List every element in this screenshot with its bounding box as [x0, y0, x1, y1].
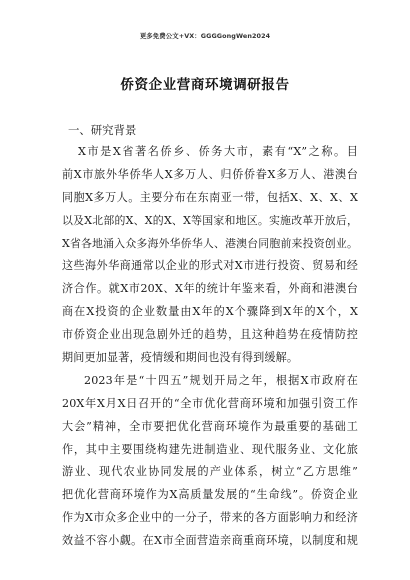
- section-heading: 一、研究背景: [68, 123, 137, 137]
- document-title: 侨资企业营商环境调研报告: [120, 77, 290, 93]
- body-line: 期间更加显著，疫情缓和期间也没有得到缓解。: [62, 351, 299, 365]
- body-line: 效益不容小觑。在X市全面营造亲商重商环境，以制度和规: [62, 534, 358, 548]
- body-line: 这些海外华商通常以企业的形式对X市进行投资、贸易和经: [62, 259, 358, 273]
- body-line: 市侨资企业出现急剧外迁的趋势，且这种趋势在疫情防控: [62, 328, 358, 342]
- body-line: 把优化营商环境作为X高质量发展的“生命线”。侨资企业: [62, 488, 358, 502]
- body-line: 20X年X月X日召开的“全市优化营商环境和加强引资工作: [62, 396, 358, 410]
- body-text: [62, 141, 358, 553]
- body-line: 商在X投资的企业数量由X年的X个骤降到X年的X个，X: [62, 305, 358, 319]
- body-line: 以及X北部的X、X的X、X等国家和地区。实施改革开放后，: [62, 213, 358, 227]
- header-note: 更多免费公文+VX：GGGGongWen2024: [139, 32, 271, 40]
- body-line: 济合作。就X市20X、X年的统计年鉴来看，外商和港澳台: [62, 282, 358, 296]
- body-line: 2023年是“十四五”规划开局之年，根据X市政府在: [84, 373, 358, 387]
- body-line: 游业、现代农业协同发展的产业体系，树立“乙方思维”: [62, 465, 358, 479]
- body-line: 作为X市众多企业中的一分子，带来的各方面影响力和经济: [62, 511, 358, 525]
- body-line: 前X市旅外华侨华人X多万人、归侨侨眷X多万人、港澳台: [62, 167, 358, 181]
- body-line: X省各地涌入众多海外华侨华人、港澳台同胞前来投资创业。: [62, 236, 358, 250]
- body-line: 大会”精神，全市要把优化营商环境作为最重要的基础工: [62, 419, 358, 433]
- body-line: X市是X省著名侨乡、侨务大市，素有“X”之称。目: [78, 145, 358, 158]
- body-line: 作，其中主要围绕构建先进制造业、现代服务业、文化旅: [62, 442, 358, 456]
- body-line: 同胞X多万人。主要分布在东南亚一带，包括X、X、X、X: [62, 190, 358, 204]
